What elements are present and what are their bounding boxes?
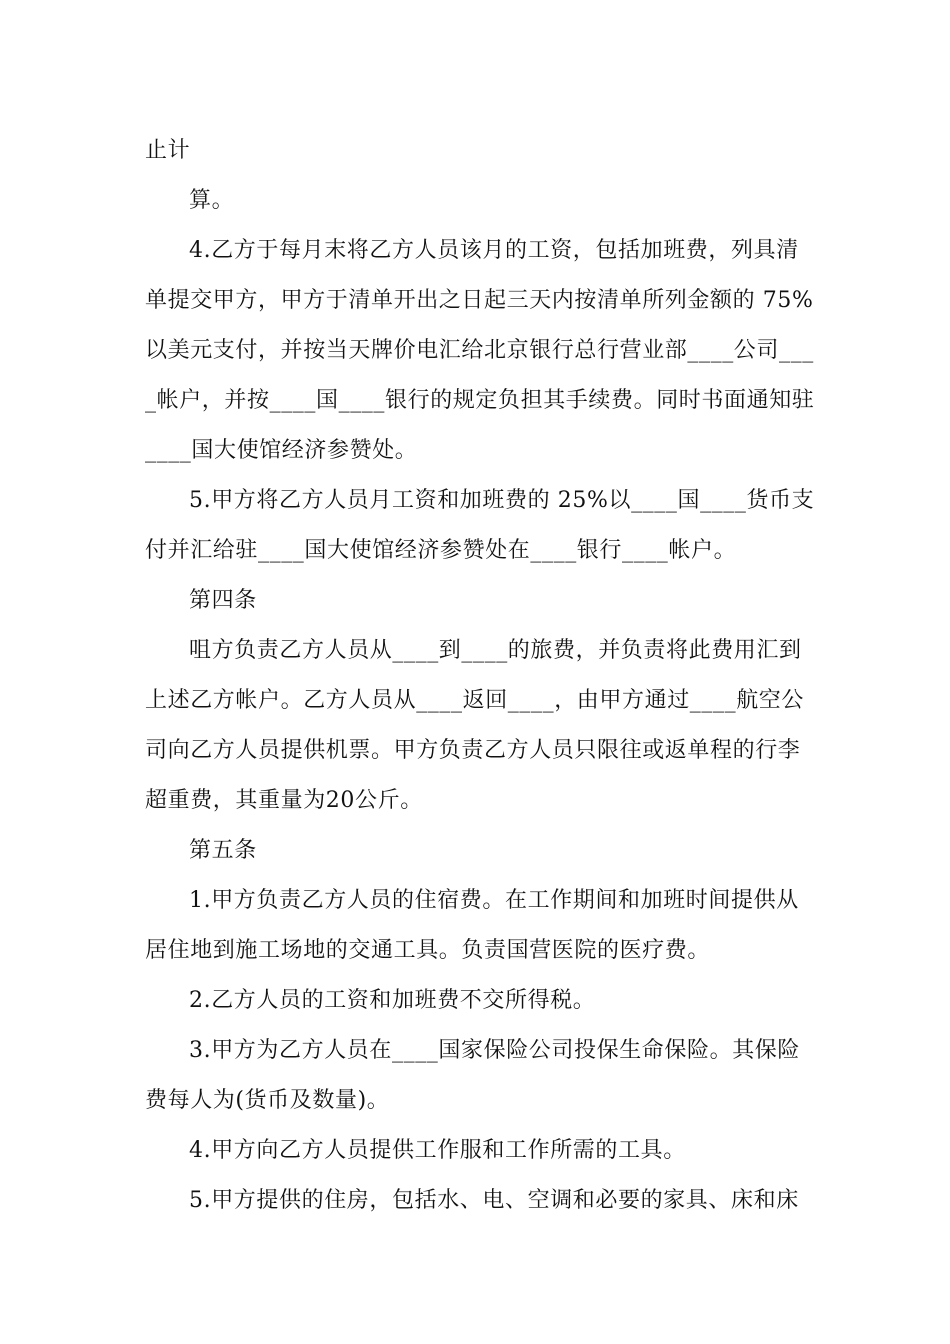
text-line: _帐户，并按____国____银行的规定负担其手续费。同时书面通知驻 [145, 388, 815, 413]
text-line: 1.甲方负责乙方人员的住宿费。在工作期间和加班时间提供从 [189, 888, 799, 913]
text-line: 4.乙方于每月末将乙方人员该月的工资，包括加班费，列具清 [189, 238, 799, 263]
text-line: 以美元支付，并按当天牌价电汇给北京银行总行营业部____公司___ [145, 338, 814, 363]
text-line: 算。 [189, 188, 235, 213]
text-line: 2.乙方人员的工资和加班费不交所得税。 [189, 988, 596, 1013]
text-line: 费每人为(货币及数量)。 [145, 1088, 390, 1113]
text-line: 止计 [145, 138, 191, 163]
section-heading: 第五条 [189, 838, 257, 863]
text-line: 司向乙方人员提供机票。甲方负责乙方人员只限往或返单程的行李 [145, 738, 801, 763]
text-line: 咀方负责乙方人员从____到____的旅费，并负责将此费用汇到 [189, 638, 802, 663]
text-line: 上述乙方帐户。乙方人员从____返回____，由甲方通过____航空公 [145, 688, 805, 713]
text-line: 超重费，其重量为20公斤。 [145, 788, 423, 813]
text-line: 单提交甲方，甲方于清单开出之日起三天内按清单所列金额的 75% [145, 288, 814, 313]
section-heading: 第四条 [189, 588, 257, 613]
text-line: 3.甲方为乙方人员在____国家保险公司投保生命保险。其保险 [189, 1038, 800, 1063]
text-line: 居住地到施工场地的交通工具。负责国营医院的医疗费。 [145, 938, 711, 963]
text-line: 5.甲方提供的住房，包括水、电、空调和必要的家具、床和床 [189, 1188, 799, 1213]
text-line: ____国大使馆经济参赞处。 [145, 438, 418, 463]
text-line: 5.甲方将乙方人员月工资和加班费的 25%以____国____货币支 [189, 488, 815, 513]
text-line: 付并汇给驻____国大使馆经济参赞处在____银行____帐户。 [145, 538, 737, 563]
text-line: 4.甲方向乙方人员提供工作服和工作所需的工具。 [189, 1138, 686, 1163]
